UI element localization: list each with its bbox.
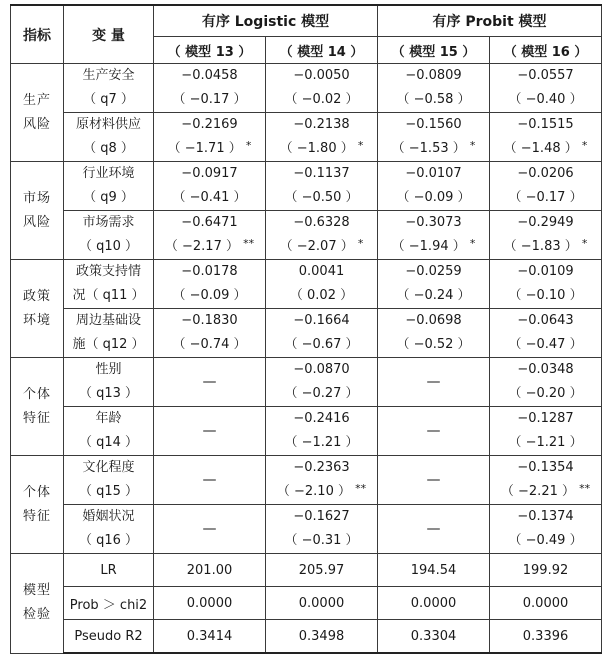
cell-q8-m16: −0.1515 （ −1.48 ） *	[490, 113, 602, 162]
header-logistic-group: 有序 Logistic 模型	[154, 5, 378, 37]
cell-q10-m15: −0.3073 （ −1.94 ） *	[378, 211, 490, 260]
header-model-15: （ 模型 15 ）	[378, 37, 490, 64]
cell-q14-m16: −0.1287 （ −1.21 ）	[490, 407, 602, 456]
category-market-risk: 市场 风险	[11, 162, 64, 260]
cell-q14-m14: −0.2416 （ −1.21 ）	[266, 407, 378, 456]
cell-q13-m15: —	[378, 358, 490, 407]
cell-q12-m15: −0.0698 （ −0.52 ）	[378, 309, 490, 358]
significance-mark: **	[579, 482, 591, 495]
variable-q15: 文化程度 （ q15 ）	[64, 456, 154, 505]
stat-r2-m14: 0.3498	[266, 620, 378, 654]
cell-q13-m16: −0.0348 （ −0.20 ）	[490, 358, 602, 407]
cell-q8-m13: −0.2169 （ −1.71 ） *	[154, 113, 266, 162]
stat-label-pseudo-r2: Pseudo R2	[64, 620, 154, 654]
regression-table	[10, 4, 602, 654]
category-production-risk: 生产 风险	[11, 64, 64, 162]
cell-q11-m13: −0.0178 （ −0.09 ）	[154, 260, 266, 309]
cell-q7-m13: −0.0458 （ −0.17 ）	[154, 64, 266, 113]
header-indicator: 指标	[11, 5, 64, 64]
variable-q14: 年龄 （ q14 ）	[64, 407, 154, 456]
variable-q7: 生产安全 （ q7 ）	[64, 64, 154, 113]
header-model-14: （ 模型 14 ）	[266, 37, 378, 64]
cell-q16-m15: —	[378, 505, 490, 554]
cell-q11-m16: −0.0109 （ −0.10 ）	[490, 260, 602, 309]
significance-mark: *	[357, 237, 364, 250]
significance-mark: *	[245, 139, 252, 152]
stat-prob-m16: 0.0000	[490, 587, 602, 620]
cell-q14-m13: —	[154, 407, 266, 456]
variable-q13: 性别 （ q13 ）	[64, 358, 154, 407]
cell-q13-m14: −0.0870 （ −0.27 ）	[266, 358, 378, 407]
cell-q8-m15: −0.1560 （ −1.53 ） *	[378, 113, 490, 162]
variable-q10: 市场需求 （ q10 ）	[64, 211, 154, 260]
cell-q15-m13: —	[154, 456, 266, 505]
cell-q12-m13: −0.1830 （ −0.74 ）	[154, 309, 266, 358]
cell-q12-m14: −0.1664 （ −0.67 ）	[266, 309, 378, 358]
stat-lr-m15: 194.54	[378, 554, 490, 587]
cell-q10-m16: −0.2949 （ −1.83 ） *	[490, 211, 602, 260]
cell-q10-m14: −0.6328 （ −2.07 ） *	[266, 211, 378, 260]
header-variable: 变 量	[64, 5, 154, 64]
cell-q10-m13: −0.6471 （ −2.17 ） **	[154, 211, 266, 260]
cell-q9-m14: −0.1137 （ −0.50 ）	[266, 162, 378, 211]
stat-lr-m13: 201.00	[154, 554, 266, 587]
category-model-test: 模型 检验	[11, 554, 64, 654]
cell-q11-m15: −0.0259 （ −0.24 ）	[378, 260, 490, 309]
stat-lr-m16: 199.92	[490, 554, 602, 587]
stat-prob-m15: 0.0000	[378, 587, 490, 620]
cell-q7-m14: −0.0050 （ −0.02 ）	[266, 64, 378, 113]
stat-r2-m16: 0.3396	[490, 620, 602, 654]
header-model-16: （ 模型 16 ）	[490, 37, 602, 64]
cell-q9-m13: −0.0917 （ −0.41 ）	[154, 162, 266, 211]
variable-q8: 原材料供应 （ q8 ）	[64, 113, 154, 162]
header-probit-group: 有序 Probit 模型	[378, 5, 602, 37]
variable-q9: 行业环境 （ q9 ）	[64, 162, 154, 211]
variable-q11: 政策支持情 况（ q11 ）	[64, 260, 154, 309]
cell-q14-m15: —	[378, 407, 490, 456]
cell-q11-m14: 0.0041 （ 0.02 ）	[266, 260, 378, 309]
significance-mark: *	[581, 237, 588, 250]
cell-q13-m13: —	[154, 358, 266, 407]
category-policy-environment: 政策 环境	[11, 260, 64, 358]
cell-q15-m15: —	[378, 456, 490, 505]
cell-q7-m16: −0.0557 （ −0.40 ）	[490, 64, 602, 113]
cell-q8-m14: −0.2138 （ −1.80 ） *	[266, 113, 378, 162]
stat-prob-m14: 0.0000	[266, 587, 378, 620]
stat-prob-m13: 0.0000	[154, 587, 266, 620]
cell-q16-m16: −0.1374 （ −0.49 ）	[490, 505, 602, 554]
stat-r2-m13: 0.3414	[154, 620, 266, 654]
cell-q16-m14: −0.1627 （ −0.31 ）	[266, 505, 378, 554]
significance-mark: **	[355, 482, 367, 495]
cell-q9-m16: −0.0206 （ −0.17 ）	[490, 162, 602, 211]
stat-label-lr: LR	[64, 554, 154, 587]
cell-q9-m15: −0.0107 （ −0.09 ）	[378, 162, 490, 211]
header-model-13: （ 模型 13 ）	[154, 37, 266, 64]
significance-mark: *	[581, 139, 588, 152]
variable-q12: 周边基础设 施（ q12 ）	[64, 309, 154, 358]
stat-label-prob: Prob ＞ chi2	[64, 587, 154, 620]
significance-mark: *	[469, 237, 476, 250]
cell-q12-m16: −0.0643 （ −0.47 ）	[490, 309, 602, 358]
variable-q16: 婚姻状况 （ q16 ）	[64, 505, 154, 554]
cell-q15-m16: −0.1354 （ −2.21 ） **	[490, 456, 602, 505]
significance-mark: *	[469, 139, 476, 152]
category-individual-2: 个体 特征	[11, 456, 64, 554]
cell-q15-m14: −0.2363 （ −2.10 ） **	[266, 456, 378, 505]
cell-q16-m13: —	[154, 505, 266, 554]
cell-q7-m15: −0.0809 （ −0.58 ）	[378, 64, 490, 113]
stat-r2-m15: 0.3304	[378, 620, 490, 654]
stat-lr-m14: 205.97	[266, 554, 378, 587]
significance-mark: *	[357, 139, 364, 152]
significance-mark: **	[243, 237, 255, 250]
category-individual-1: 个体 特征	[11, 358, 64, 456]
